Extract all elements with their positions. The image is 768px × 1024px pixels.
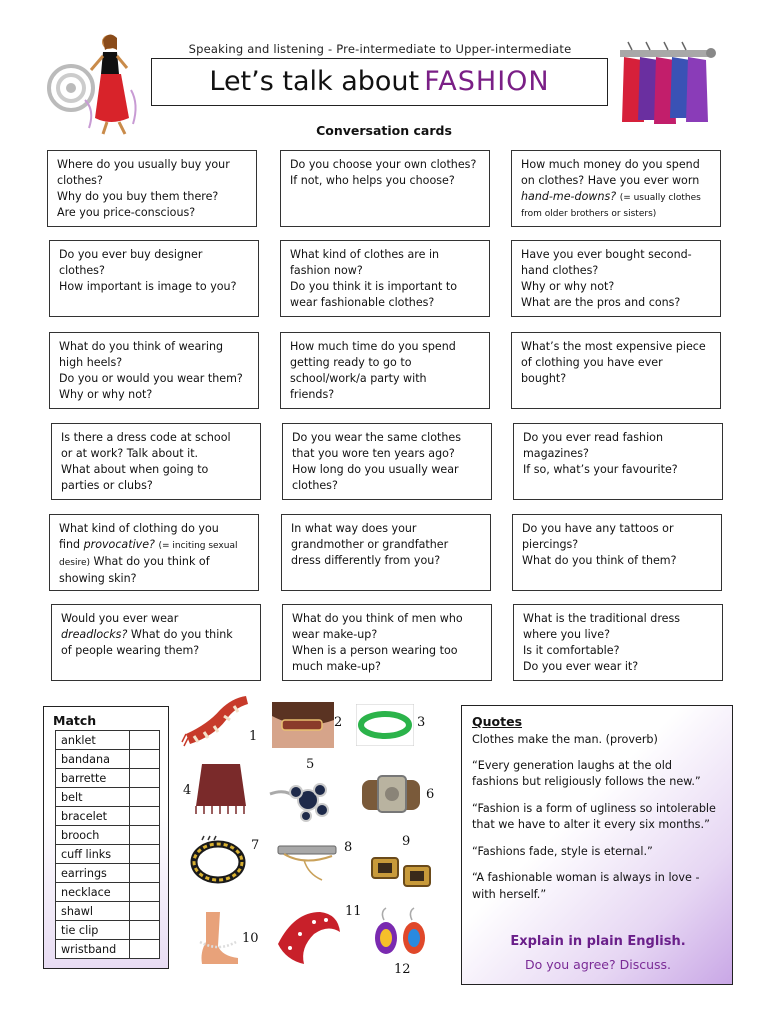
card-line: clothes? [57, 174, 103, 188]
card-line: If so, what’s your favourite? [523, 463, 678, 477]
card-line: Is it comfortable? [523, 644, 620, 658]
shawl-picture [192, 760, 250, 816]
card-line: Why or why not? [521, 280, 615, 294]
card-line: What’s the most expensive piece [521, 340, 706, 353]
card-line [59, 537, 249, 554]
card-line: bought? [521, 372, 567, 386]
match-word: necklace [56, 883, 130, 902]
card-line: dress differently from you? [291, 554, 441, 568]
card-second-hand [511, 240, 721, 317]
card-line: Do you have any tattoos or [522, 522, 674, 535]
cards-heading: Conversation cards [316, 123, 452, 138]
card-line: wear fashionable clothes? [290, 296, 435, 310]
table-row [56, 788, 160, 807]
page-title [151, 58, 608, 106]
card-line: What do you think of men who [292, 612, 463, 625]
card-line: clothes? [59, 264, 105, 278]
quote-item: “Fashions fade, style is eternal.” [472, 844, 653, 858]
card-line: Do you ever wear it? [523, 660, 639, 674]
match-word: shawl [56, 902, 130, 921]
card-line: If not, who helps you choose? [290, 174, 455, 188]
card-line: Would you ever wear [61, 612, 179, 625]
card-line [521, 189, 711, 206]
answer-blank[interactable] [130, 940, 160, 959]
card-line: much make-up? [292, 660, 381, 674]
card-line: wear make-up? [292, 628, 378, 642]
card-line: parties or clubs? [61, 479, 153, 493]
answer-blank[interactable] [130, 921, 160, 940]
card-line: How long do you usually wear [292, 463, 459, 477]
title-main-text: Let’s talk about [209, 66, 420, 97]
card-line: What are the pros and cons? [521, 296, 681, 310]
table-row [56, 864, 160, 883]
card-line: where you live? [523, 628, 610, 642]
match-word: bracelet [56, 807, 130, 826]
card-fashion-magazines [513, 423, 723, 500]
answer-blank[interactable] [130, 883, 160, 902]
card-line: magazines? [523, 447, 589, 461]
card-text: find [59, 538, 81, 552]
card-em-term: dreadlocks? [61, 628, 128, 642]
title-accent-text: FASHION [424, 66, 550, 97]
earrings-picture [370, 906, 430, 962]
card-designer-clothes [49, 240, 259, 317]
match-word: anklet [56, 731, 130, 750]
table-row [56, 921, 160, 940]
card-line: or at work? Talk about it. [61, 447, 199, 461]
table-row [56, 826, 160, 845]
card-line: When is a person wearing too [292, 644, 458, 658]
quote-item: Clothes make the man. (proverb) [472, 733, 658, 746]
card-em-term: provocative? [83, 538, 155, 552]
answer-blank[interactable] [130, 864, 160, 883]
card-line: of clothing you have ever [521, 356, 663, 370]
table-row [56, 769, 160, 788]
picture-number: 11 [345, 904, 362, 919]
answer-blank[interactable] [130, 826, 160, 845]
card-dress-code [51, 423, 261, 500]
card-line: Why or why not? [59, 388, 153, 402]
card-line: piercings? [522, 538, 579, 552]
card-line: Have you ever bought second- [521, 248, 692, 261]
table-row [56, 883, 160, 902]
picture-number: 4 [183, 783, 192, 798]
match-word: brooch [56, 826, 130, 845]
anklet-picture [192, 912, 244, 964]
answer-blank[interactable] [130, 731, 160, 750]
card-line: getting ready to go to [290, 356, 412, 370]
card-gloss: (= usually clothes [619, 193, 701, 204]
card-same-clothes [282, 423, 492, 500]
card-dreadlocks [51, 604, 261, 681]
card-traditional-dress [513, 604, 723, 681]
table-row [56, 902, 160, 921]
picture-number: 1 [249, 729, 258, 744]
card-men-make-up [282, 604, 492, 681]
card-line: of people wearing them? [61, 644, 200, 658]
table-row [56, 940, 160, 959]
card-line: Do you ever read fashion [523, 431, 663, 444]
card-line: Where do you usually buy your [57, 158, 230, 171]
table-row [56, 807, 160, 826]
card-line: What about when going to [61, 463, 209, 477]
scarf-picture [180, 690, 252, 748]
bandana-picture [274, 904, 346, 968]
card-line: What do you think of wearing [59, 340, 224, 353]
card-line: hand clothes? [521, 264, 599, 278]
card-line: showing skin? [59, 572, 137, 586]
card-choose-clothes [280, 150, 490, 227]
clothes-rack-illustration [616, 36, 716, 130]
card-line: How much money do you spend [521, 158, 700, 171]
card-line: In what way does your [291, 522, 417, 535]
card-line: What kind of clothing do you [59, 522, 219, 535]
picture-number: 3 [417, 715, 426, 730]
card-line: on clothes? Have you ever worn [521, 174, 700, 188]
card-provocative-clothing [49, 514, 259, 591]
table-row [56, 750, 160, 769]
quote-item: “A fashionable woman is always in love - with herself.” [472, 871, 700, 901]
card-gloss: desire) [59, 558, 90, 569]
card-line: high heels? [59, 356, 123, 370]
card-line: What is the traditional dress [523, 612, 681, 625]
card-line: friends? [290, 388, 335, 402]
quotes-title: Quotes [472, 714, 523, 729]
card-line: Do you or would you wear them? [59, 372, 243, 386]
card-line: Do you wear the same clothes [292, 431, 461, 444]
answer-blank[interactable] [130, 788, 160, 807]
card-line: clothes? [292, 479, 338, 493]
card-line: Is there a dress code at school [61, 431, 231, 444]
card-money-on-clothes [511, 150, 721, 227]
match-word: tie clip [56, 921, 130, 940]
table-row [56, 731, 160, 750]
card-grandparents [281, 514, 491, 591]
barrette-picture [272, 702, 334, 748]
picture-number: 12 [394, 962, 411, 977]
answer-blank[interactable] [130, 902, 160, 921]
card-line: Do you ever buy designer [59, 248, 203, 261]
card-buy-clothes [47, 150, 257, 227]
answer-blank[interactable] [130, 845, 160, 864]
picture-number: 8 [344, 840, 353, 855]
picture-number: 2 [334, 715, 343, 730]
card-line: Are you price-conscious? [57, 206, 196, 220]
quotes-panel [461, 705, 733, 985]
card-em-term: hand-me-downs? [521, 190, 617, 204]
match-panel [43, 706, 169, 969]
wristband-picture [356, 704, 414, 746]
bracelet-picture [188, 834, 248, 886]
picture-number: 5 [306, 757, 315, 772]
card-most-expensive [511, 332, 721, 409]
answer-blank[interactable] [130, 750, 160, 769]
answer-blank[interactable] [130, 769, 160, 788]
tie-clip-picture [274, 840, 340, 886]
card-getting-ready [280, 332, 490, 409]
card-gloss: (= inciting sexual [158, 541, 238, 552]
picture-number: 9 [402, 834, 411, 849]
picture-number: 6 [426, 787, 435, 802]
task-discuss: Do you agree? Discuss. [524, 957, 672, 972]
match-word: wristband [56, 940, 130, 959]
match-title: Match [53, 713, 97, 728]
card-text: What do you think [130, 628, 233, 642]
quote-item: “Fashion is a form of ugliness so intolerable that we have to alter it every six months.” [472, 801, 716, 831]
match-table [55, 730, 160, 959]
fashion-woman-illustration [45, 30, 145, 138]
task-explain: Explain in plain English. [510, 934, 686, 949]
card-line: fashion now? [290, 264, 363, 278]
quote-item: “Every generation laughs at the old fashions but religiously follows the new.” [472, 758, 701, 788]
card-tattoos [512, 514, 722, 591]
card-line: Do you choose your own clothes? [290, 158, 477, 171]
card-line: What do you think of them? [522, 554, 677, 568]
card-line: school/work/a party with [290, 372, 427, 386]
card-gloss: from older brothers or sisters) [521, 209, 657, 220]
card-line: grandmother or grandfather [291, 538, 449, 552]
match-word: bandana [56, 750, 130, 769]
card-line: Do you think it is important to [290, 280, 458, 294]
card-clothes-in-fashion [280, 240, 490, 317]
brooch-picture [266, 774, 342, 824]
card-line: that you wore ten years ago? [292, 447, 455, 461]
match-word: earrings [56, 864, 130, 883]
table-row [56, 845, 160, 864]
picture-number: 7 [251, 838, 260, 853]
card-line [61, 627, 251, 643]
card-line [59, 554, 249, 571]
picture-number: 10 [242, 931, 259, 946]
cuff-links-picture [368, 850, 436, 894]
card-line: Why do you buy them there? [57, 190, 219, 204]
level-subtitle: Speaking and listening - Pre-intermediate to Upper-intermediate [188, 42, 572, 56]
card-line: How important is image to you? [59, 280, 237, 294]
match-word: belt [56, 788, 130, 807]
card-high-heels [49, 332, 259, 409]
card-line: What kind of clothes are in [290, 248, 440, 261]
match-word: barrette [56, 769, 130, 788]
answer-blank[interactable] [130, 807, 160, 826]
belt-picture [358, 770, 424, 818]
card-text: What do you think of [93, 555, 210, 569]
match-word: cuff links [56, 845, 130, 864]
card-line: How much time do you spend [290, 340, 456, 353]
